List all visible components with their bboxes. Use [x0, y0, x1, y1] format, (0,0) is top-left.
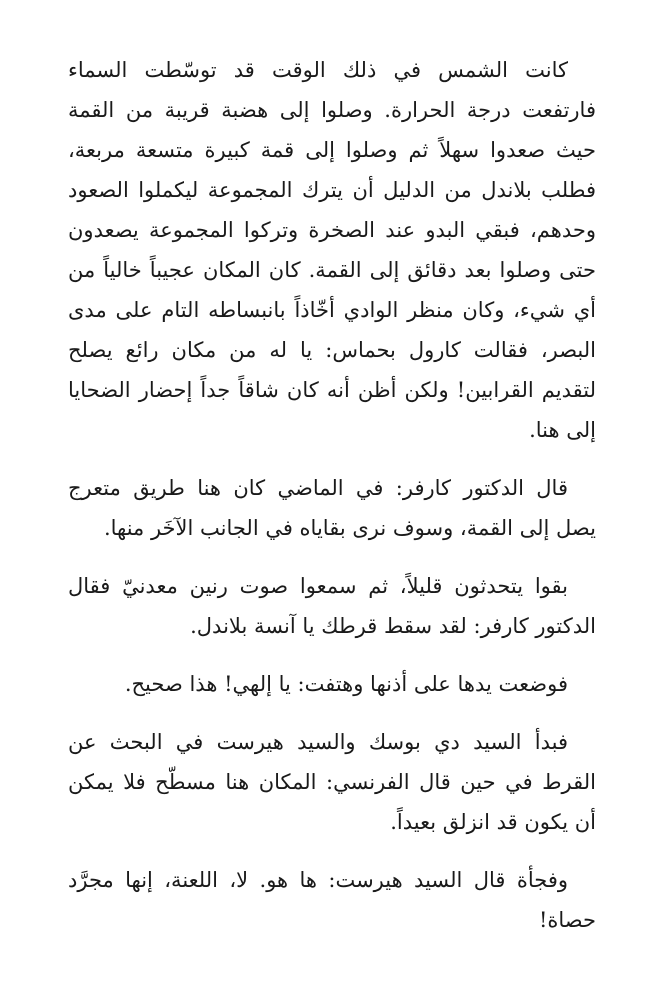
book-page — [68, 50, 596, 958]
paragraph-4: فوضعت يدها على أذنها وهتفت: يا إلهي! هذا صحيح. — [124, 672, 568, 696]
paragraph-2: قال الدكتور كارفر: في الماضي كان هنا طريق متعرج يصل إلى القمة، وسوف نرى بقاياه في الجانب الآخَر منها. — [68, 476, 596, 540]
paragraph-1: كانت الشمس في ذلك الوقت قد توسّطت السماء فارتفعت درجة الحرارة. وصلوا إلى هضبة قريبة من القمة حيث صعدوا سهلاً ثم وصلوا إلى قمة كبيرة متسعة مربعة، فطلب بلاندل من الدليل أن يترك المجموعة ليكملوا الصعود وحدهم، فبقي البدو عند الصخرة وتركوا المجموعة يصعدون حتى وصلوا بعد دقائق إلى القمة. كان المكان عجيباً خالياً من أي شيء، وكان منظر الوادي أخّاذاً بانبساطه التام على مدى البصر، فقالت كارول بحماس: يا له من مكان رائع يصلح لتقديم القرابين! ولكن أظن أنه كان شاقاً جداً إحضار الضحايا إلى هنا. — [68, 58, 596, 442]
paragraph-6: وفجأة قال السيد هيرست: ها هو. لا، اللعنة، إنها مجرَّد حصاة! — [68, 868, 596, 932]
paragraph-3: بقوا يتحدثون قليلاً، ثم سمعوا صوت رنين معدنيّ فقال الدكتور كارفر: لقد سقط قرطك يا آنسة بلاندل. — [68, 574, 596, 638]
paragraph-5: فبدأ السيد دي بوسك والسيد هيرست في البحث عن القرط في حين قال الفرنسي: المكان هنا مسطّح فلا يمكن أن يكون قد انزلق بعيداً. — [68, 730, 596, 834]
